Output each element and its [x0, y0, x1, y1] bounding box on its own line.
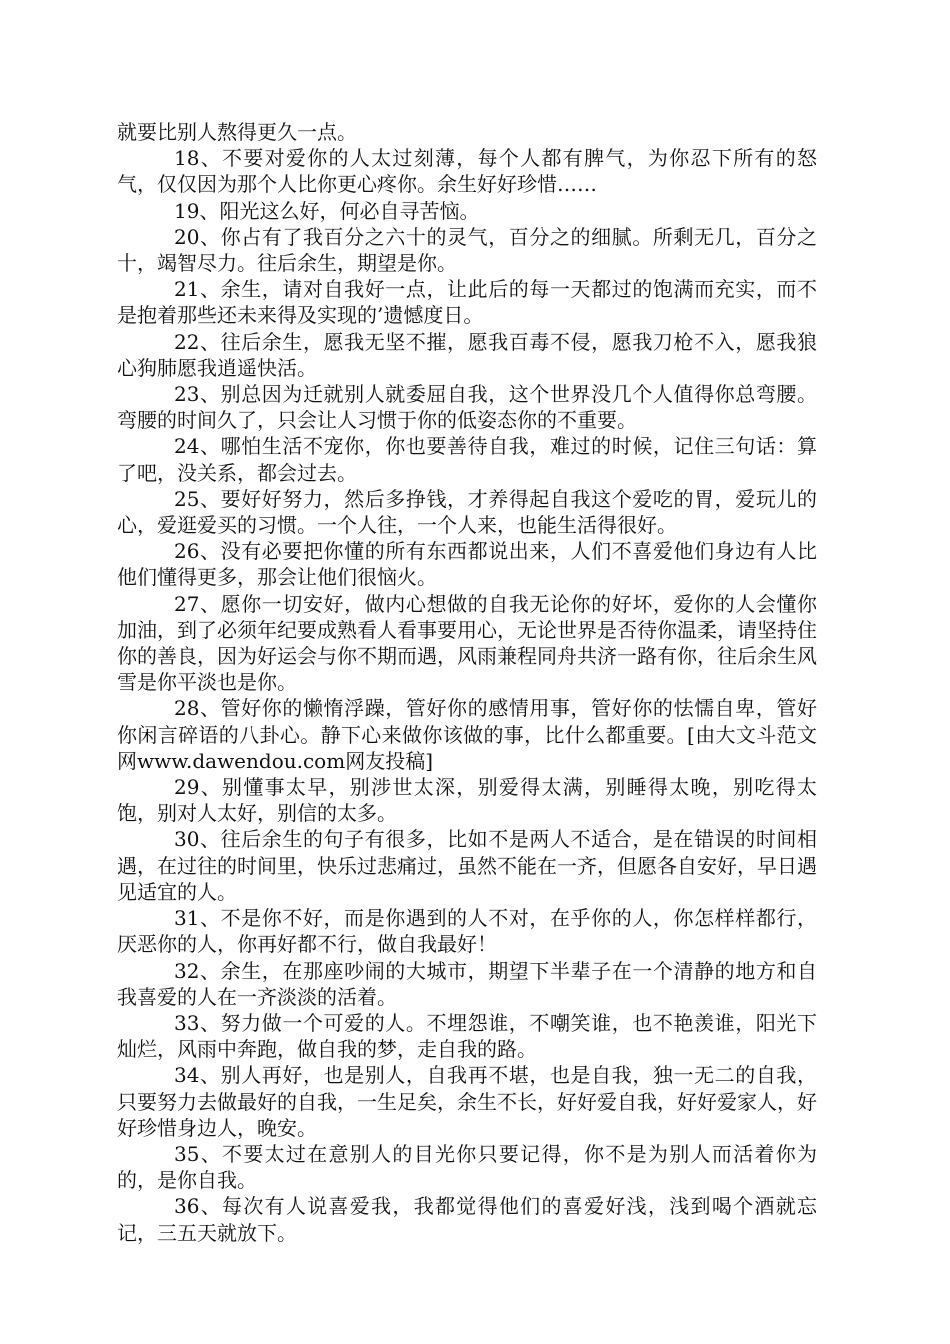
- paragraph-33: 33、努力做一个可爱的人。不埋怨谁，不嘲笑谁，也不艳羡谁，阳光下灿烂，风雨中奔跑，做自我的梦，走自我的路。: [117, 1010, 817, 1062]
- paragraph-22: 22、往后余生，愿我无坚不摧，愿我百毒不侵，愿我刀枪不入，愿我狼心狗肺愿我逍遥快活。: [117, 329, 817, 380]
- paragraph-24: 24、哪怕生活不宠你，你也要善待自我，难过的时候，记住三句话：算了吧，没关系，都会过去。: [117, 434, 817, 485]
- paragraph-19: 19、阳光这么好，何必自寻苦恼。: [174, 198, 480, 223]
- paragraph-31: 31、不是你不好，而是你遇到的人不对，在乎你的人，你怎样样都行，厌恶你的人，你再好都不行，做自我最好！: [117, 906, 817, 957]
- document-page: [117, 119, 817, 1246]
- paragraph-21: 21、余生，请对自我好一点，让此后的每一天都过的饱满而充实，而不是抱着那些还未来得及实现的’遗憾度日。: [117, 277, 817, 328]
- paragraph-28: 28、管好你的懒惰浮躁，管好你的感情用事，管好你的怯懦自卑，管好你闲言碎语的八卦心。静下心来做你该做的事，比什么都重要。[由大文斗范文网www.dawendou.com网友投稿]: [117, 696, 817, 773]
- paragraph-25: 25、要好好努力，然后多挣钱，才养得起自我这个爱吃的胃，爱玩儿的心，爱逛爱买的习惯。一个人往，一个人来，也能生活得很好。: [117, 486, 817, 538]
- paragraph-18: 18、不要对爱你的人太过刻薄，每个人都有脾气，为你忍下所有的怒气，仅仅因为那个人比你更心疼你。余生好好珍惜……: [117, 146, 817, 197]
- paragraph-26: 26、没有必要把你懂的所有东西都说出来，人们不喜爱他们身边有人比他们懂得更多，那会让他们很恼火。: [117, 539, 817, 590]
- paragraph-23: 23、别总因为迁就别人就委屈自我，这个世界没几个人值得你总弯腰。弯腰的时间久了，只会让人习惯于你的低姿态你的不重要。: [117, 382, 817, 433]
- paragraph-29: 29、别懂事太早，别涉世太深，别爱得太满，别睡得太晚，别吃得太饱，别对人太好，别信的太多。: [117, 775, 817, 826]
- paragraph-continuation: 就要比别人熬得更久一点。: [117, 120, 357, 144]
- paragraph-30: 30、往后余生的句子有很多，比如不是两人不适合，是在错误的时间相遇，在过往的时间里，快乐过悲痛过，虽然不能在一齐，但愿各自安好，早日遇见适宜的人。: [117, 827, 817, 904]
- paragraph-35: 35、不要太过在意别人的目光你只要记得，你不是为别人而活着你为的，是你自我。: [117, 1141, 817, 1193]
- paragraph-32: 32、余生，在那座吵闹的大城市，期望下半辈子在一个清静的地方和自我喜爱的人在一齐淡淡的活着。: [117, 958, 817, 1009]
- paragraph-36: 36、每次有人说喜爱我，我都觉得他们的喜爱好浅，浅到喝个酒就忘记，三五天就放下。: [117, 1194, 817, 1245]
- paragraph-27: 27、愿你一切安好，做内心想做的自我无论你的好坏，爱你的人会懂你加油，到了必须年纪要成熟看人看事要用心，无论世界是否待你温柔，请坚持住你的善良，因为好运会与你不期而遇，风雨兼程同舟共济一路有你，往后余生风雪是你平淡也是你。: [117, 591, 817, 695]
- paragraph-20: 20、你占有了我百分之六十的灵气，百分之的细腻。所剩无几，百分之十，竭智尽力。往后余生，期望是你。: [117, 224, 817, 276]
- paragraph-34: 34、别人再好，也是别人，自我再不堪，也是自我，独一无二的自我，只要努力去做最好的自我，一生足矣，余生不长，好好爱自我，好好爱家人，好好珍惜身边人，晚安。: [117, 1063, 817, 1140]
